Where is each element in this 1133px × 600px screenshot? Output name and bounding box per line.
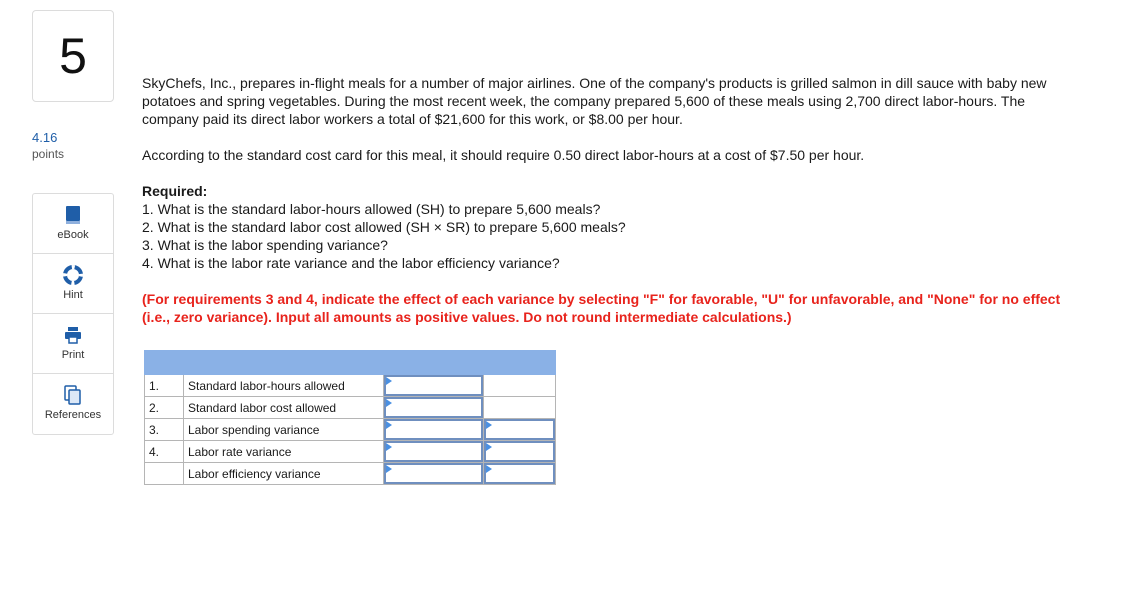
- question-number-box: [32, 10, 114, 102]
- requirement-item: 2. What is the standard labor cost allowed (SH × SR) to prepare 5,600 meals?: [142, 219, 626, 235]
- table-row: [145, 463, 556, 485]
- row-number: 2.: [145, 397, 184, 419]
- row-number: 4.: [145, 441, 184, 463]
- row-label: Labor rate variance: [184, 441, 384, 463]
- instruction-note: (For requirements 3 and 4, indicate the effect of each variance by selecting "F" for favorable, "U" for unfavorable, and "None" for no effect (i.e., zero variance). Input all amounts as positive values. Do not round intermediate calculations.): [142, 291, 1061, 325]
- efficiency-variance-input[interactable]: [384, 463, 483, 484]
- row-label: Standard labor-hours allowed: [184, 375, 384, 397]
- required-title: Required:: [142, 183, 208, 199]
- book-icon: [64, 204, 82, 226]
- row-label: Standard labor cost allowed: [184, 397, 384, 419]
- row-number: 1.: [145, 375, 184, 397]
- spending-variance-effect-select[interactable]: [484, 419, 555, 440]
- question-number: 5: [59, 28, 87, 84]
- answer-table-header: [145, 351, 556, 375]
- print-label: Print: [61, 349, 85, 361]
- rate-variance-effect-select[interactable]: [484, 441, 555, 462]
- answer-table: [144, 350, 556, 485]
- row-number: [145, 463, 184, 485]
- print-button[interactable]: [33, 314, 113, 374]
- requirement-item: 3. What is the labor spending variance?: [142, 237, 388, 253]
- row-label: Labor spending variance: [184, 419, 384, 441]
- table-row: [145, 419, 556, 441]
- standard-hours-input[interactable]: [384, 375, 483, 396]
- printer-icon: [64, 324, 82, 346]
- standard-cost-input[interactable]: [384, 397, 483, 418]
- requirement-item: 4. What is the labor rate variance and the labor efficiency variance?: [142, 255, 560, 271]
- rate-variance-input[interactable]: [384, 441, 483, 462]
- problem-content: [142, 74, 1072, 326]
- table-row: [145, 441, 556, 463]
- problem-paragraph-1: SkyChefs, Inc., prepares in-flight meals for a number of major airlines. One of the company's products is grilled salmon in dill sauce with baby new potatoes and spring vegetables. During the most recent week, the company prepared 5,600 of these meals using 2,700 direct labor-hours. The company paid its direct labor workers a total of $21,600 for this work, or $8.00 per hour.: [142, 75, 1047, 127]
- requirement-item: 1. What is the standard labor-hours allowed (SH) to prepare 5,600 meals?: [142, 201, 601, 217]
- tools-panel: [32, 193, 114, 435]
- ebook-button[interactable]: [33, 194, 113, 254]
- table-row: [145, 397, 556, 419]
- documents-icon: [64, 384, 82, 406]
- empty-cell: [484, 375, 556, 397]
- references-button[interactable]: [33, 374, 113, 434]
- problem-paragraph-2: According to the standard cost card for this meal, it should require 0.50 direct labor-hours at a cost of $7.50 per hour.: [142, 147, 865, 163]
- points-value: 4.16: [32, 130, 58, 145]
- lifebuoy-icon: [63, 264, 83, 286]
- requirements-block: [142, 182, 1072, 272]
- hint-button[interactable]: [33, 254, 113, 314]
- row-number: 3.: [145, 419, 184, 441]
- references-label: References: [44, 409, 102, 421]
- points-label: points: [32, 147, 65, 161]
- ebook-label: eBook: [57, 229, 89, 241]
- spending-variance-input[interactable]: [384, 419, 483, 440]
- hint-label: Hint: [63, 289, 83, 301]
- efficiency-variance-effect-select[interactable]: [484, 463, 555, 484]
- table-row: [145, 375, 556, 397]
- row-label: Labor efficiency variance: [184, 463, 384, 485]
- points-info: [32, 129, 64, 163]
- empty-cell: [484, 397, 556, 419]
